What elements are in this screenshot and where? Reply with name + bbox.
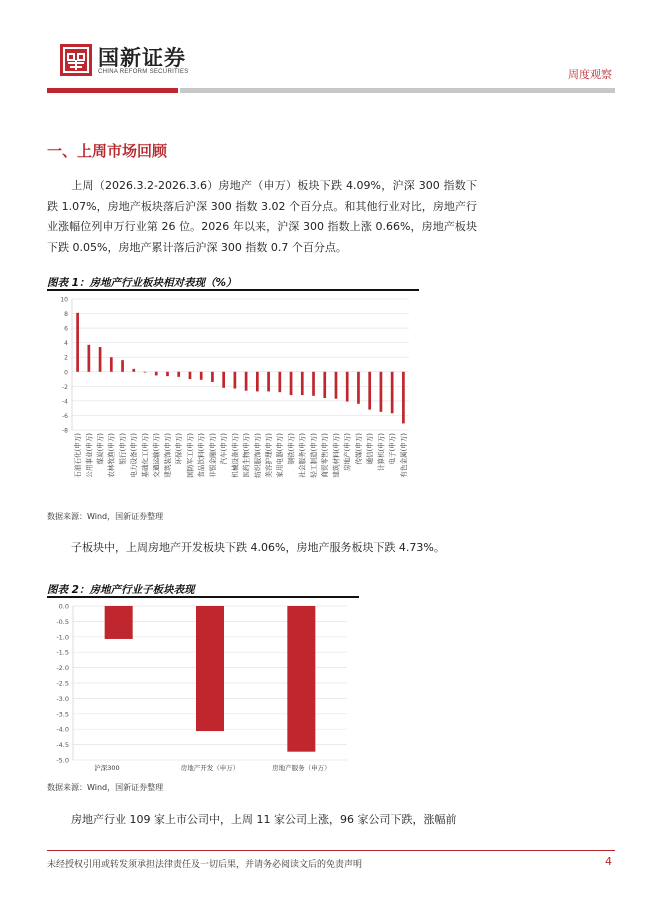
y-tick-label: -5.0 (56, 756, 69, 765)
y-tick-label: -0.5 (56, 617, 69, 626)
bar (76, 313, 79, 372)
y-tick-label: 6 (64, 325, 68, 333)
bar (132, 369, 135, 372)
y-tick-label: -4 (62, 398, 68, 406)
header-accent-bar (47, 88, 178, 93)
bar (189, 372, 192, 379)
x-tick-label: 轻工制造(申万) (309, 433, 318, 478)
x-tick-label: 房地产(申万) (343, 433, 352, 472)
x-tick-label: 农林牧渔(申万) (107, 433, 116, 478)
bar (323, 372, 326, 398)
bar (211, 372, 214, 382)
sub-sector-paragraph (47, 538, 477, 559)
market-review-paragraph (47, 176, 477, 258)
bar (200, 372, 203, 380)
bar (380, 372, 383, 412)
y-tick-label: -8 (62, 427, 68, 435)
page-number: 4 (605, 855, 612, 868)
x-tick-label: 基础化工(申万) (141, 433, 150, 478)
y-tick-label: 10 (60, 296, 68, 304)
y-tick-label: -3.0 (56, 694, 69, 703)
figure-2-source: 数据来源：Wind，国新证券整理 (47, 783, 164, 792)
company-logo-icon (60, 44, 92, 76)
y-tick-label: 0 (64, 369, 68, 377)
y-tick-label: -3.5 (56, 710, 69, 719)
bar (121, 360, 124, 372)
x-tick-label: 房地产服务（申万） (272, 764, 331, 772)
section-title: 一、上周市场回顾 (47, 142, 168, 160)
y-tick-label: 2 (64, 354, 68, 362)
y-tick-label: -1.0 (56, 633, 69, 642)
x-tick-label: 美容护理(申万) (264, 433, 273, 478)
x-tick-label: 传媒(申万) (354, 433, 363, 465)
x-tick-label: 环保(申万) (175, 433, 184, 465)
x-tick-label: 非银金融(申万) (208, 433, 217, 478)
x-tick-label: 钢铁(申万) (287, 433, 296, 465)
bar (88, 345, 91, 372)
footer-disclaimer: 未经授权引用或转发须承担法律责任及一切后果，并请务必阅读文后的免责声明 (47, 860, 363, 870)
x-tick-label: 银行(申万) (118, 433, 127, 465)
x-tick-label: 房地产开发（申万） (180, 764, 240, 772)
figure-1-title: 图表 1：房地产行业板块相对表现（%） (47, 277, 237, 289)
logo-english-text: CHINA REFORM SECURITIES (98, 69, 189, 75)
x-tick-label: 煤炭(申万) (96, 433, 105, 465)
bar (245, 372, 248, 391)
listed-companies-paragraph (47, 810, 477, 831)
x-tick-label: 医药生物(申万) (242, 433, 251, 478)
paragraph-text: 子板块中，上周房地产开发板块下跌 4.06%，房地产服务板块下跌 4.73%。 (71, 541, 445, 554)
bar (196, 606, 224, 731)
figure-2-title: 图表 2：房地产行业子板块表现 (47, 584, 195, 596)
x-tick-label: 交通运输(申万) (152, 433, 161, 478)
figure-1-source: 数据来源：Wind，国新证券整理 (47, 512, 164, 521)
report-type-label: 周度观察 (568, 68, 612, 81)
x-tick-label: 沪深300 (94, 764, 120, 772)
x-tick-label: 汽车(申万) (220, 433, 229, 465)
bar (256, 372, 259, 392)
x-tick-label: 计算机(申万) (377, 433, 386, 472)
x-tick-label: 纺织服饰(申万) (253, 433, 262, 478)
x-tick-label: 建筑材料(申万) (332, 433, 341, 478)
bar (287, 606, 315, 752)
bar (155, 372, 158, 376)
y-tick-label: -1.5 (56, 648, 69, 657)
x-tick-label: 国防军工(申万) (186, 433, 195, 478)
bar (391, 372, 394, 413)
bar (290, 372, 293, 395)
y-tick-label: -4.0 (56, 725, 69, 734)
y-tick-label: -2 (62, 383, 68, 391)
x-tick-label: 商贸零售(申万) (321, 433, 330, 478)
bar (166, 372, 169, 376)
x-tick-label: 石油石化(申万) (74, 433, 83, 478)
x-tick-label: 机械设备(申万) (231, 433, 240, 478)
x-tick-label: 公用事业(申万) (85, 433, 94, 478)
x-tick-label: 有色金属(申万) (399, 433, 408, 478)
y-tick-label: -4.5 (56, 741, 69, 750)
y-tick-label: 0.0 (58, 602, 69, 611)
bar (267, 372, 270, 392)
y-tick-label: -2.0 (56, 664, 69, 673)
header-divider-bar (180, 88, 615, 93)
y-tick-label: 8 (64, 311, 68, 319)
industry-relative-performance-chart (47, 291, 419, 509)
x-tick-label: 社会服务(申万) (298, 433, 307, 478)
bar (357, 372, 360, 404)
bar (335, 372, 338, 399)
bar (234, 372, 237, 389)
bar (278, 372, 281, 392)
bar (368, 372, 371, 410)
x-tick-label: 通信(申万) (366, 433, 375, 465)
bar (110, 357, 113, 372)
bar (222, 372, 225, 388)
bar (402, 372, 405, 424)
bar (105, 606, 133, 639)
x-tick-label: 家用电器(申万) (276, 433, 285, 478)
sub-sector-performance-chart (47, 598, 359, 778)
bar (144, 372, 147, 373)
bar (346, 372, 349, 402)
paragraph-text: 上周（2026.3.2-2026.3.6）房地产（申万）板块下跌 4.09%，沪深 300 指数下跌 1.07%，房地产板块落后沪深 300 指数 3.02 个百分点。和其他行业对比，房地产行业涨幅位列申万行业第 26 位。2026 年以来，沪深 300 指数上涨 0.66%，房地产板块下跌 0.05%，房地产累计落后沪深 300 指数 0.7 个百分点。 (47, 179, 477, 254)
logo-text: 国新证券 (98, 46, 186, 70)
y-tick-label: 4 (64, 340, 68, 348)
x-tick-label: 电子(申万) (388, 433, 397, 465)
bar (301, 372, 304, 395)
paragraph-text: 房地产行业 109 家上市公司中，上周 11 家公司上涨，96 家公司下跌，涨幅前 (71, 813, 457, 826)
bar (312, 372, 315, 396)
x-tick-label: 建筑装饰(申万) (163, 433, 172, 478)
x-tick-label: 电力设备(申万) (130, 433, 139, 478)
footer-rule (47, 850, 615, 851)
y-tick-label: -6 (62, 412, 68, 420)
y-tick-label: -2.5 (56, 679, 69, 688)
bar (177, 372, 180, 377)
bar (99, 347, 102, 372)
x-tick-label: 食品饮料(申万) (197, 433, 206, 478)
